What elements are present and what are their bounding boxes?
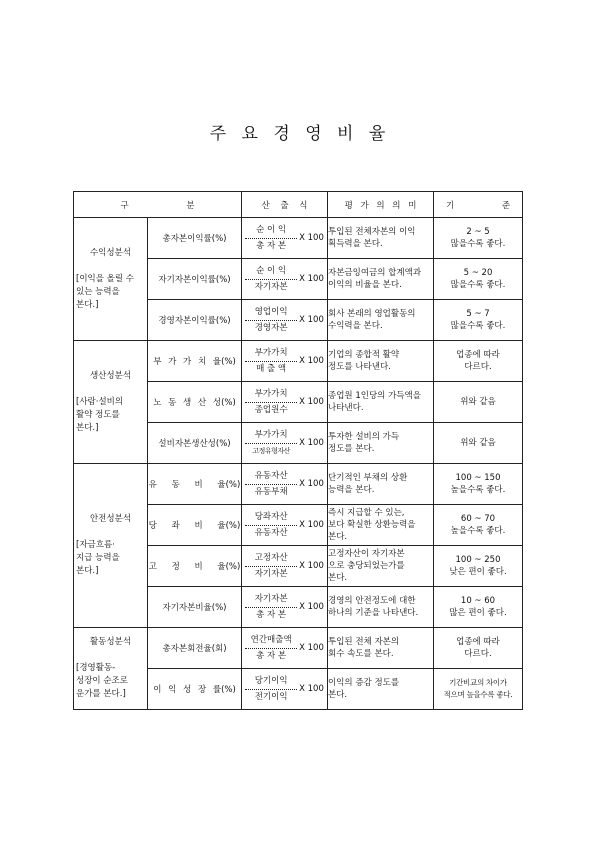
fraction-line <box>245 525 297 526</box>
ratio-name: 자기자본비율(%) <box>148 587 242 628</box>
fraction-line <box>245 279 297 280</box>
ratio-name: 고 정 비 율(%) <box>148 546 242 587</box>
standard-text: 5 ~ 7 많을수록 좋다. <box>434 300 523 341</box>
header-standard: 기 준 <box>434 192 523 218</box>
fraction-line <box>245 607 297 608</box>
category-name: 안전성분석 <box>89 514 132 524</box>
formula-denominator: 자기자본 <box>254 568 288 579</box>
meaning-text: 기업의 종합적 활약 정도를 나타낸다. <box>328 341 434 382</box>
page-title: 주 요 경 영 비 율 <box>209 124 386 144</box>
formula-denominator: 유동자산 <box>254 527 288 538</box>
fraction-line <box>245 689 297 690</box>
ratio-name: 총자본회전율(회) <box>148 628 242 669</box>
standard-text: 업종에 따라 다르다. <box>434 341 523 382</box>
meaning-text: 투입된 전체 자본의 회수 속도를 본다. <box>328 628 434 669</box>
ratio-name: 자기자본이익률(%) <box>148 259 242 300</box>
category-cell-stability <box>74 464 148 628</box>
table-row <box>74 218 523 259</box>
table-row <box>74 628 523 669</box>
table-header-row <box>74 192 523 218</box>
category-name: 활동성분석 <box>89 637 132 647</box>
formula-cell <box>242 218 328 259</box>
formula-cell <box>242 464 328 505</box>
standard-text: 5 ~ 20 많을수록 좋다. <box>434 259 523 300</box>
category-description: [경영활동- 성장이 순조로 운가를 본다.] <box>76 663 128 699</box>
formula-cell <box>242 587 328 628</box>
category-cell-activity <box>74 628 148 710</box>
formula-numerator: 유동자산 <box>254 470 288 481</box>
header-category: 구 분 <box>74 192 242 218</box>
table-row <box>74 341 523 382</box>
ratio-name: 총자본이익률(%) <box>148 218 242 259</box>
formula-numerator: 연간매출액 <box>250 634 292 645</box>
ratio-name: 당 좌 비 율(%) <box>148 505 242 546</box>
fraction-line <box>245 484 297 485</box>
fraction-line <box>245 238 297 239</box>
formula-multiplier: X 100 <box>299 602 324 612</box>
fraction-line <box>245 402 297 403</box>
category-name: 수익성분석 <box>89 247 132 258</box>
formula-cell <box>242 628 328 669</box>
ratio-name: 이 익 성 장 률(%) <box>148 669 242 710</box>
formula-multiplier: X 100 <box>299 438 324 448</box>
management-ratio-table <box>73 191 523 710</box>
formula-numerator: 순 이 익 <box>256 265 287 276</box>
standard-text: 100 ~ 250 낮은 편이 좋다. <box>434 546 523 587</box>
formula-numerator: 영업이익 <box>254 306 288 317</box>
standard-text: 100 ~ 150 높을수록 좋다. <box>434 464 523 505</box>
ratio-name: 설비자본생산성(%) <box>148 423 242 464</box>
fraction-line <box>245 566 297 567</box>
formula-numerator: 자기자본 <box>254 593 288 604</box>
fraction-line <box>245 361 297 362</box>
standard-text: 위와 같음 <box>434 382 523 423</box>
formula-numerator: 부가가치 <box>254 347 288 358</box>
formula-multiplier: X 100 <box>299 561 324 571</box>
formula-multiplier: X 100 <box>299 274 324 284</box>
header-meaning: 평 가 의 의 미 <box>328 192 434 218</box>
formula-multiplier: X 100 <box>299 479 324 489</box>
formula-denominator: 전기이익 <box>254 691 288 702</box>
formula-cell <box>242 669 328 710</box>
formula-multiplier: X 100 <box>299 233 324 243</box>
formula-numerator: 순 이 익 <box>256 224 287 235</box>
category-name: 생산성분석 <box>89 370 132 381</box>
formula-denominator: 유동부채 <box>254 486 288 497</box>
meaning-text: 회사 본래의 영업활동의 수익력을 본다. <box>328 300 434 341</box>
formula-denominator: 고정유형자산 <box>252 446 290 455</box>
fraction-line <box>245 320 297 321</box>
standard-text: 60 ~ 70 높을수록 좋다. <box>434 505 523 546</box>
fraction-line <box>245 648 297 649</box>
formula-cell <box>242 341 328 382</box>
ratio-name: 유 동 비 율(%) <box>148 464 242 505</box>
formula-multiplier: X 100 <box>299 356 324 366</box>
meaning-text: 투자한 설비의 가득 정도를 본다. <box>328 423 434 464</box>
category-description: [자금흐름· 지급 능력을 본다.] <box>76 540 120 576</box>
formula-denominator: 경영자본 <box>254 322 288 333</box>
formula-denominator: 총 자 본 <box>256 609 287 620</box>
meaning-text: 종업원 1인당의 가득액을 나타낸다. <box>328 382 434 423</box>
ratio-name: 부 가 가 치 율(%) <box>148 341 242 382</box>
standard-text: 2 ~ 5 많을수록 좋다. <box>434 218 523 259</box>
standard-text: 위와 같음 <box>434 423 523 464</box>
formula-numerator: 부가가치 <box>254 429 288 440</box>
formula-cell <box>242 382 328 423</box>
meaning-text: 이익의 증감 정도를 본다. <box>328 669 434 710</box>
category-description: [사람·설비의 활약 정도를 본다.] <box>76 396 124 433</box>
meaning-text: 단기적인 부채의 상환 능력을 본다. <box>328 464 434 505</box>
meaning-text: 고정자산이 자기자본 으로 충당되었는가를 본다. <box>328 546 434 587</box>
meaning-text: 자본금잉여금의 합계액과 이익의 비율을 본다. <box>328 259 434 300</box>
standard-text: 기간비교의 차이가 적으며 높을수록 좋다. <box>434 669 523 710</box>
formula-numerator: 고정자산 <box>254 552 288 563</box>
standard-text: 10 ~ 60 많은 편이 좋다. <box>434 587 523 628</box>
formula-multiplier: X 100 <box>299 643 324 653</box>
category-description: [이익을 올릴 수 있는 능력을 본다.] <box>76 273 134 310</box>
meaning-text: 즉시 지급할 수 있는, 보다 확실한 상환능력을 본다. <box>328 505 434 546</box>
formula-numerator: 부가가치 <box>254 388 288 399</box>
formula-cell <box>242 259 328 300</box>
formula-numerator: 당기이익 <box>254 675 288 686</box>
formula-denominator: 총 자 본 <box>256 650 287 661</box>
header-formula: 산 출 식 <box>242 192 328 218</box>
formula-multiplier: X 100 <box>299 684 324 694</box>
formula-numerator: 당좌자산 <box>254 511 288 522</box>
category-cell-productivity <box>74 341 148 464</box>
meaning-text: 투입된 전체자본의 이익 획득력을 본다. <box>328 218 434 259</box>
standard-text: 업종에 따라 다르다. <box>434 628 523 669</box>
formula-cell <box>242 505 328 546</box>
formula-multiplier: X 100 <box>299 315 324 325</box>
formula-denominator: 종업원수 <box>254 404 288 415</box>
formula-denominator: 매 출 액 <box>256 363 287 374</box>
formula-multiplier: X 100 <box>299 520 324 530</box>
ratio-name: 경영자본이익률(%) <box>148 300 242 341</box>
meaning-text: 경영의 안전정도에 대한 하나의 기준을 나타낸다. <box>328 587 434 628</box>
formula-denominator: 자기자본 <box>254 281 288 292</box>
table-row <box>74 464 523 505</box>
formula-multiplier: X 100 <box>299 397 324 407</box>
formula-cell <box>242 300 328 341</box>
category-cell-profitability <box>74 218 148 341</box>
formula-denominator: 총 자 본 <box>256 240 287 251</box>
ratio-name: 노 동 생 산 성(%) <box>148 382 242 423</box>
formula-cell <box>242 546 328 587</box>
fraction-line <box>245 443 297 444</box>
formula-cell <box>242 423 328 464</box>
